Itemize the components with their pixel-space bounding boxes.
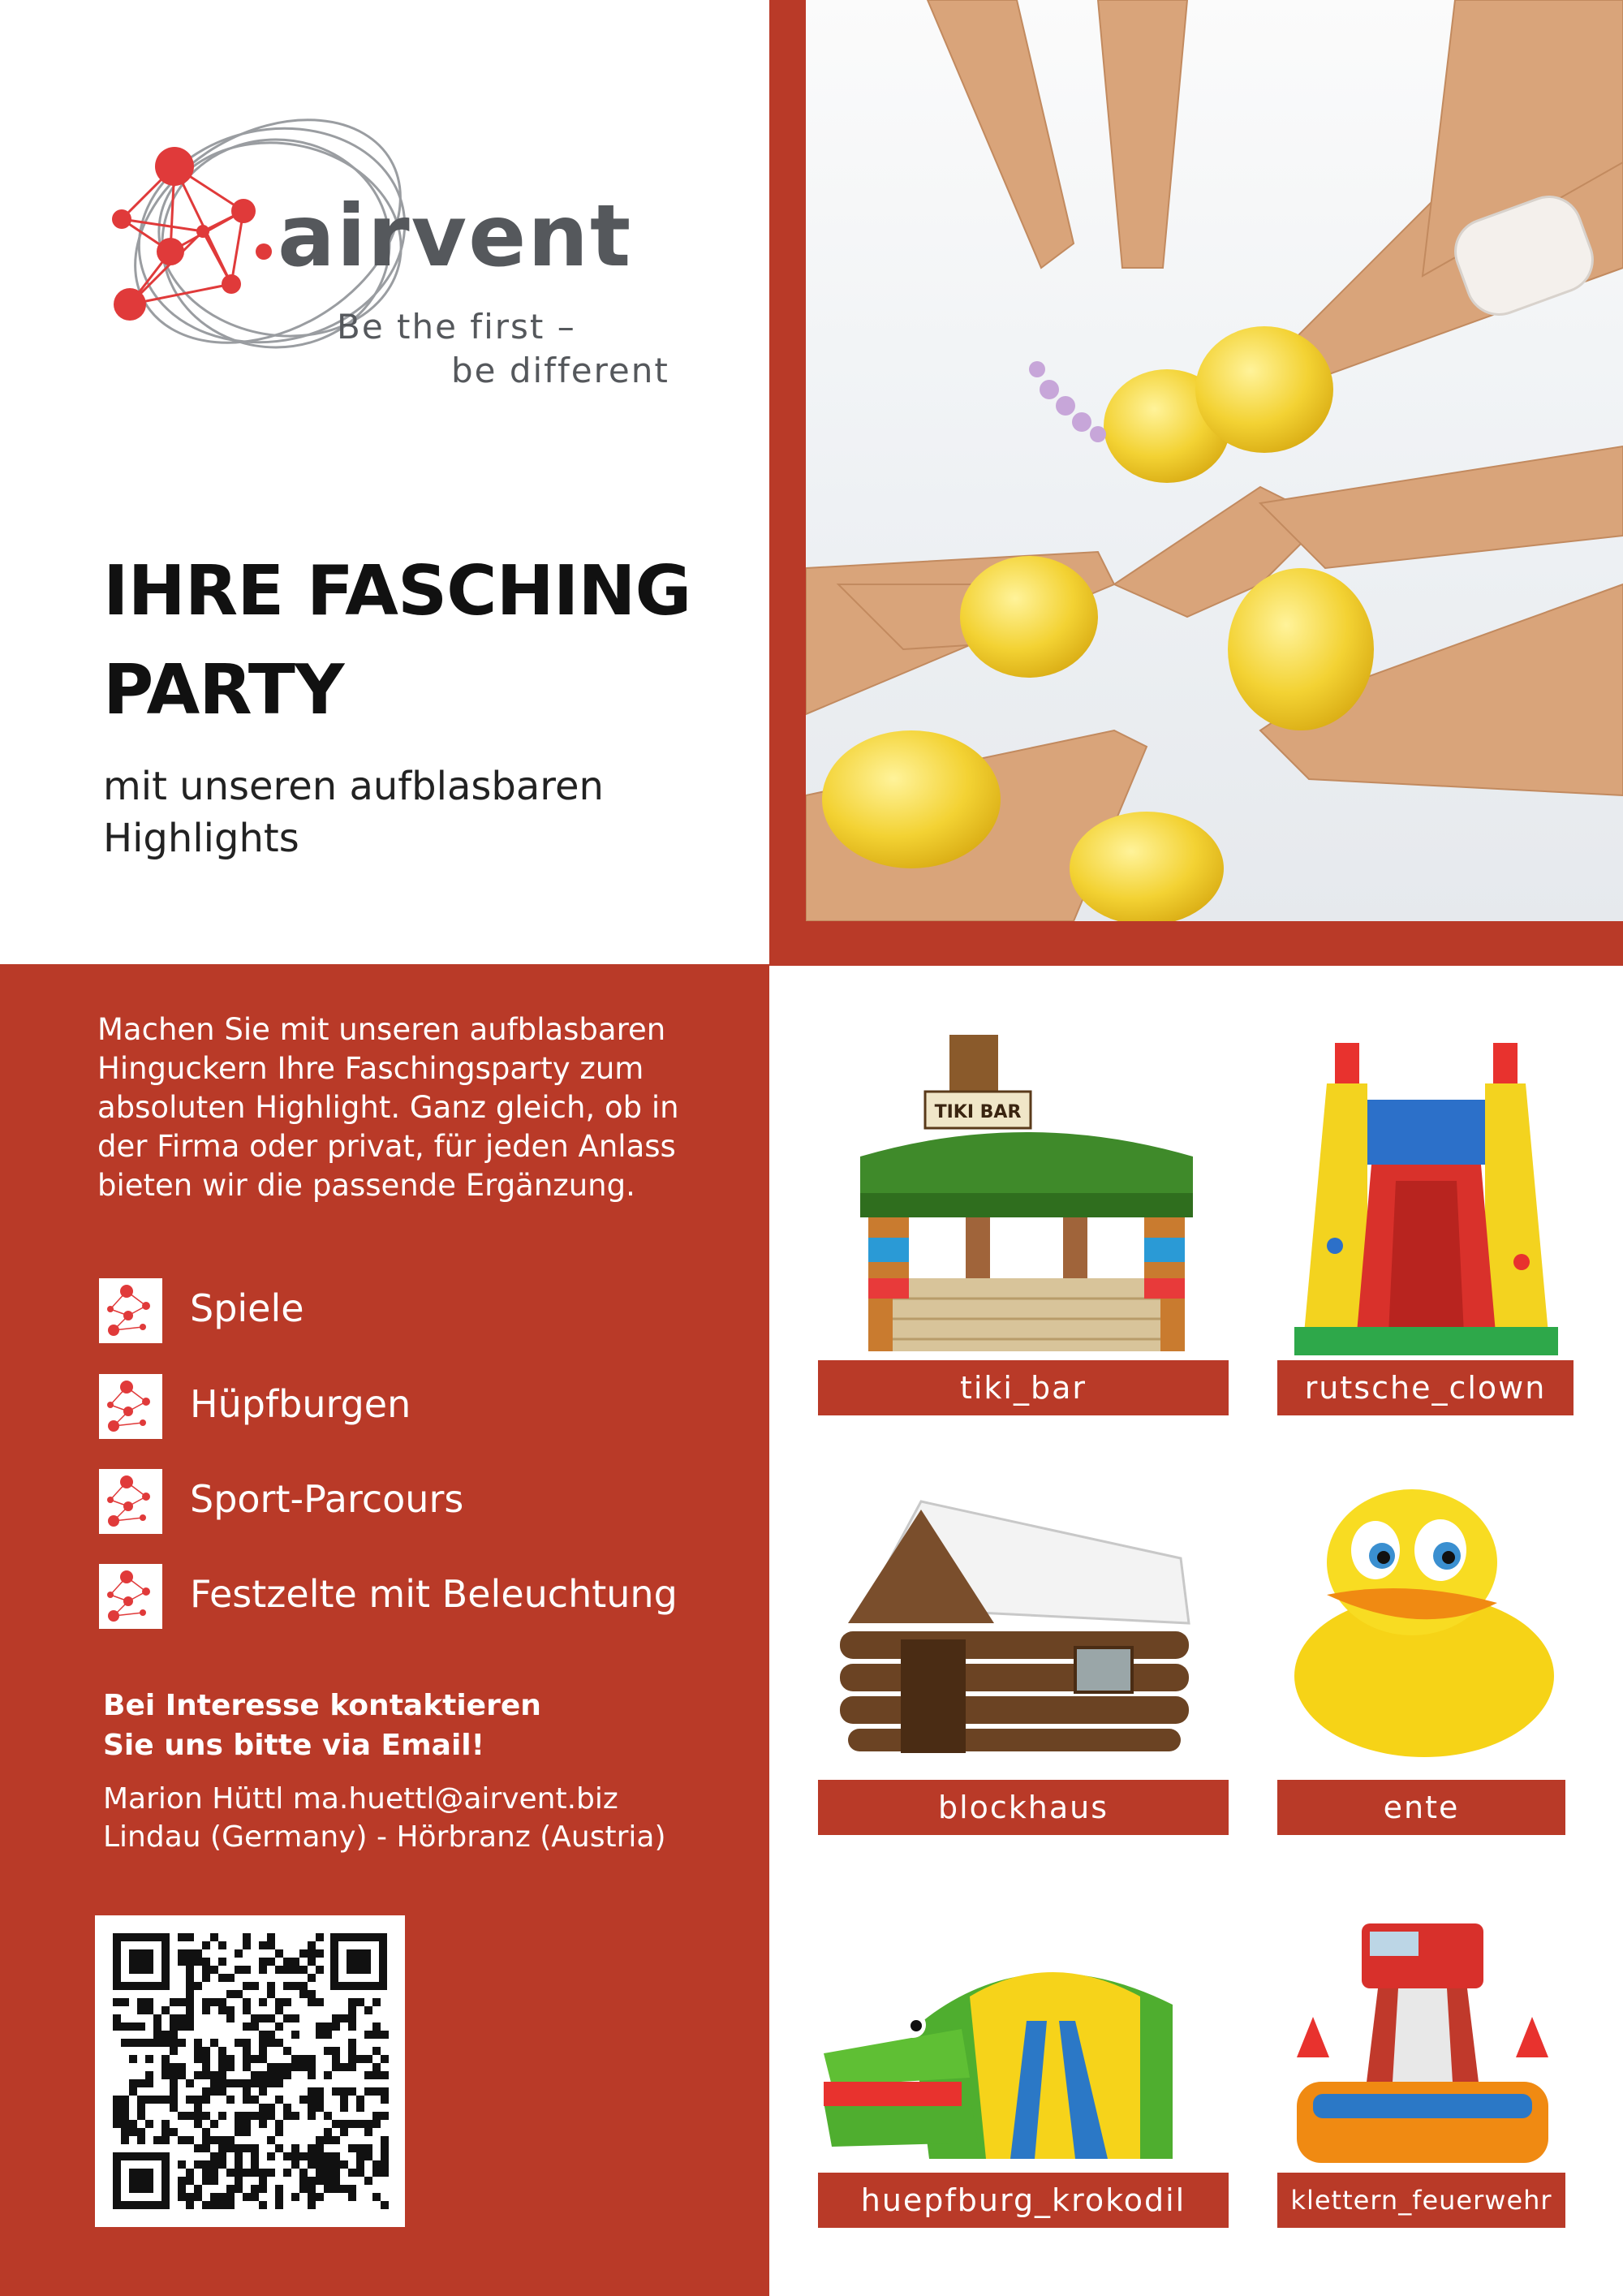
tagline-line1: Be the first – <box>337 307 576 347</box>
slide-icon <box>1278 1035 1574 1359</box>
molecule-bullet-icon <box>99 1278 162 1343</box>
feature-label: Festzelte mit Beleuchtung <box>190 1572 678 1616</box>
tiki-bar-icon <box>844 1035 1209 1359</box>
title-line2: PARTY <box>103 650 344 730</box>
qr-code[interactable] <box>95 1915 405 2227</box>
contact-heading-line2: Sie uns bitte via Email! <box>103 1729 485 1762</box>
product-image-klettern-feuerwehr <box>1281 1919 1566 2167</box>
molecule-bullet-icon <box>99 1469 162 1534</box>
product-image-rutsche-clown <box>1278 1035 1574 1359</box>
intro-line: absoluten Highlight. Ganz gleich, ob in <box>97 1090 679 1125</box>
product-label: tiki_bar <box>818 1360 1229 1415</box>
log-cabin-icon <box>832 1493 1205 1753</box>
contact-person-email[interactable]: Marion Hüttl ma.huettl@airvent.biz <box>103 1782 618 1816</box>
duck-icon <box>1286 1489 1566 1757</box>
intro-line: Machen Sie mit unseren aufblasbaren <box>97 1012 666 1047</box>
product-label: blockhaus <box>818 1780 1229 1835</box>
tagline-line2: be different <box>451 351 669 390</box>
product-image-tiki-bar <box>844 1035 1209 1359</box>
subtitle-line1: mit unseren aufblasbaren <box>103 764 604 809</box>
feature-item <box>99 1374 732 1441</box>
contact-heading-line1: Bei Interesse kontaktieren <box>103 1689 541 1722</box>
intro-line: der Firma oder privat, für jeden Anlass <box>97 1129 676 1164</box>
intro-line: Hinguckern Ihre Faschingsparty zum <box>97 1051 644 1086</box>
feature-label: Sport-Parcours <box>190 1477 464 1521</box>
page-subtitle <box>103 760 768 864</box>
product-image-ente <box>1286 1489 1566 1757</box>
product-label: klettern_feuerwehr <box>1277 2173 1565 2228</box>
crocodile-icon <box>816 1940 1213 2163</box>
product-image-huepfburg-krokodil <box>816 1940 1213 2163</box>
fire-tower-icon <box>1281 1919 1566 2167</box>
product-label: huepfburg_krokodil <box>818 2173 1229 2228</box>
feature-item <box>99 1278 732 1345</box>
subtitle-line2: Highlights <box>103 816 299 861</box>
feature-item <box>99 1469 732 1536</box>
intro-line: bieten wir die passende Ergänzung. <box>97 1168 635 1203</box>
molecule-bullet-icon <box>99 1564 162 1629</box>
airvent-logo <box>97 110 698 410</box>
feature-label: Hüpfburgen <box>190 1382 411 1426</box>
brand-wordmark: airvent <box>278 187 633 286</box>
title-line1: IHRE FASCHING <box>103 551 691 631</box>
feature-label: Spiele <box>190 1286 304 1330</box>
intro-text <box>97 1010 747 1205</box>
product-image-blockhaus <box>832 1493 1205 1753</box>
feature-item <box>99 1564 732 1630</box>
contact-heading <box>103 1686 720 1765</box>
product-label: ente <box>1277 1780 1565 1835</box>
cheers-hands-photo-icon <box>806 0 1623 921</box>
molecule-bullet-icon <box>99 1374 162 1439</box>
contact-info <box>103 1780 768 1856</box>
page-title <box>103 542 752 740</box>
product-label: rutsche_clown <box>1277 1360 1573 1415</box>
qr-code-icon <box>95 1915 405 2227</box>
svg-text:TIKI BAR: TIKI BAR <box>934 1102 1022 1122</box>
hero-photo <box>806 0 1623 921</box>
contact-location: Lindau (Germany) - Hörbranz (Austria) <box>103 1820 666 1854</box>
